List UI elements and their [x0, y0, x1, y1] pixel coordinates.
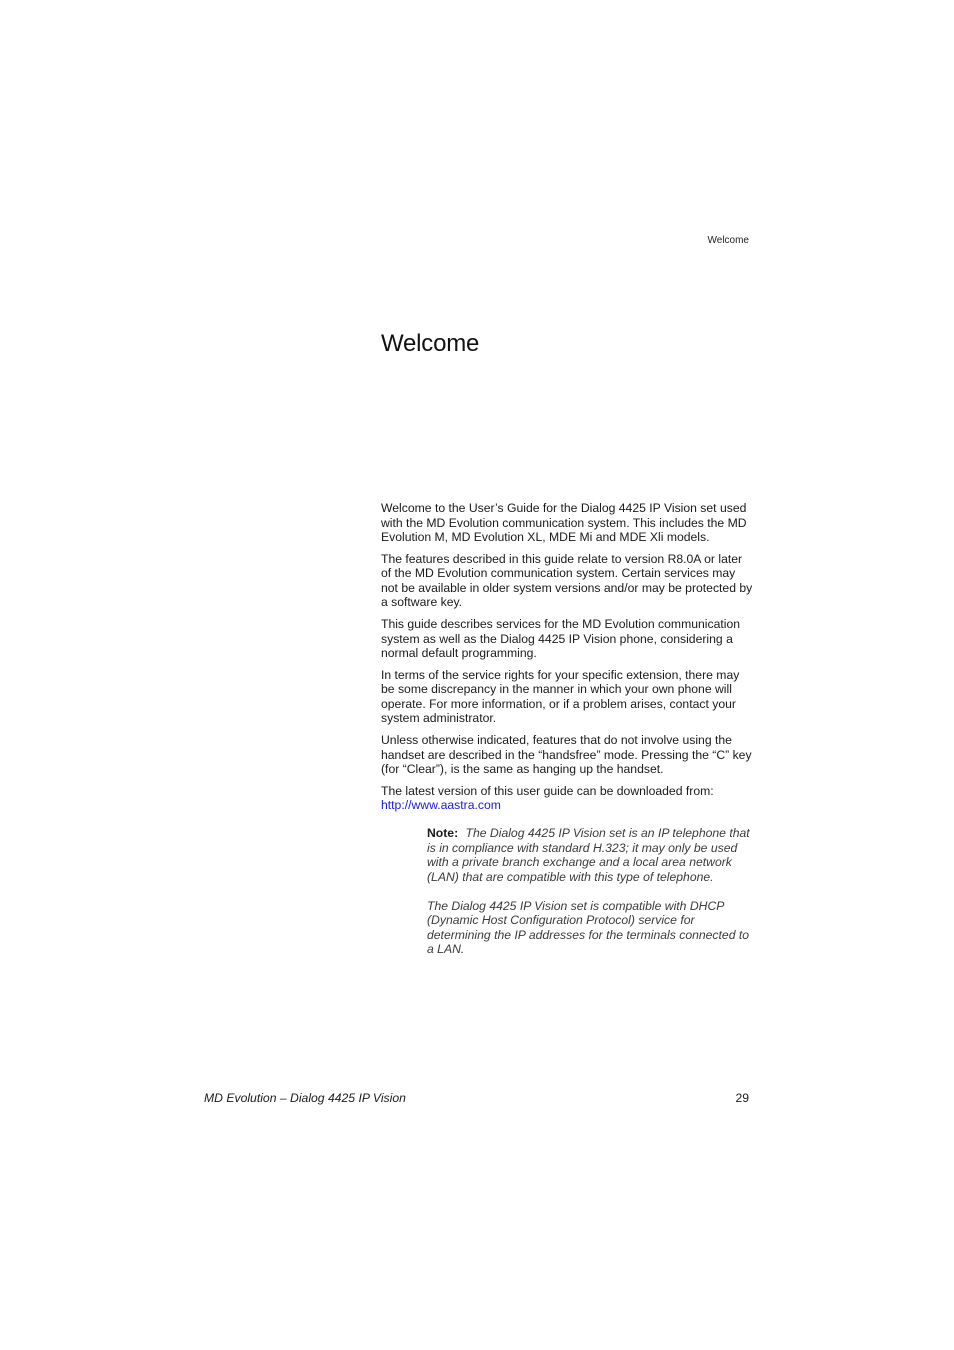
- note-text-1: The Dialog 4425 IP Vision set is an IP telephone that is in compliance with standard H.323; it may only be used with a private branch exchange and a local area network (LAN) that are compatible with this type of telephone.: [427, 826, 750, 884]
- paragraph-handsfree: Unless otherwise indicated, features that do not involve using the handset are described in the “handsfree” mode. Pressing the “C” key (for “Clear”), is the same as hanging up the handset.: [381, 733, 752, 777]
- note-label: Note:: [427, 826, 459, 840]
- paragraph-download: [381, 784, 753, 813]
- page-title: Welcome: [381, 330, 480, 357]
- paragraph-intro: Welcome to the User’s Guide for the Dialog 4425 IP Vision set used with the MD Evolution communication system. This includes the MD Evolution M, MD Evolution XL, MDE Mi and MDE Xli models.: [381, 501, 747, 544]
- download-link[interactable]: http://www.aastra.com: [381, 798, 501, 813]
- note-paragraph-2: The Dialog 4425 IP Vision set is compatible with DHCP (Dynamic Host Configuration Protocol) service for determining the IP addresses for the terminals connected to a LAN.: [427, 898, 750, 956]
- paragraph-scope: This guide describes services for the MD Evolution communication system as well as the Dialog 4425 IP Vision phone, considering a normal default programming.: [381, 617, 741, 661]
- running-header: Welcome: [707, 235, 749, 246]
- note-paragraph-1: [427, 826, 751, 884]
- footer-document-title: MD Evolution – Dialog 4425 IP Vision: [204, 1091, 406, 1105]
- body-text: [381, 501, 753, 820]
- paragraph-version: The features described in this guide relate to version R8.0A or later of the MD Evolution communication system. Certain services may not be available in older system versions and/or may be protected by a software key.: [381, 551, 753, 610]
- note-box: [427, 826, 751, 971]
- paragraph-service-rights: In terms of the service rights for your specific extension, there may be some discrepancy in the manner in which your own phone will operate. For more information, or if a problem arises, contact your system administrator.: [381, 667, 740, 726]
- footer-page-number: 29: [735, 1091, 749, 1105]
- download-text: The latest version of this user guide can be downloaded from:: [381, 783, 714, 798]
